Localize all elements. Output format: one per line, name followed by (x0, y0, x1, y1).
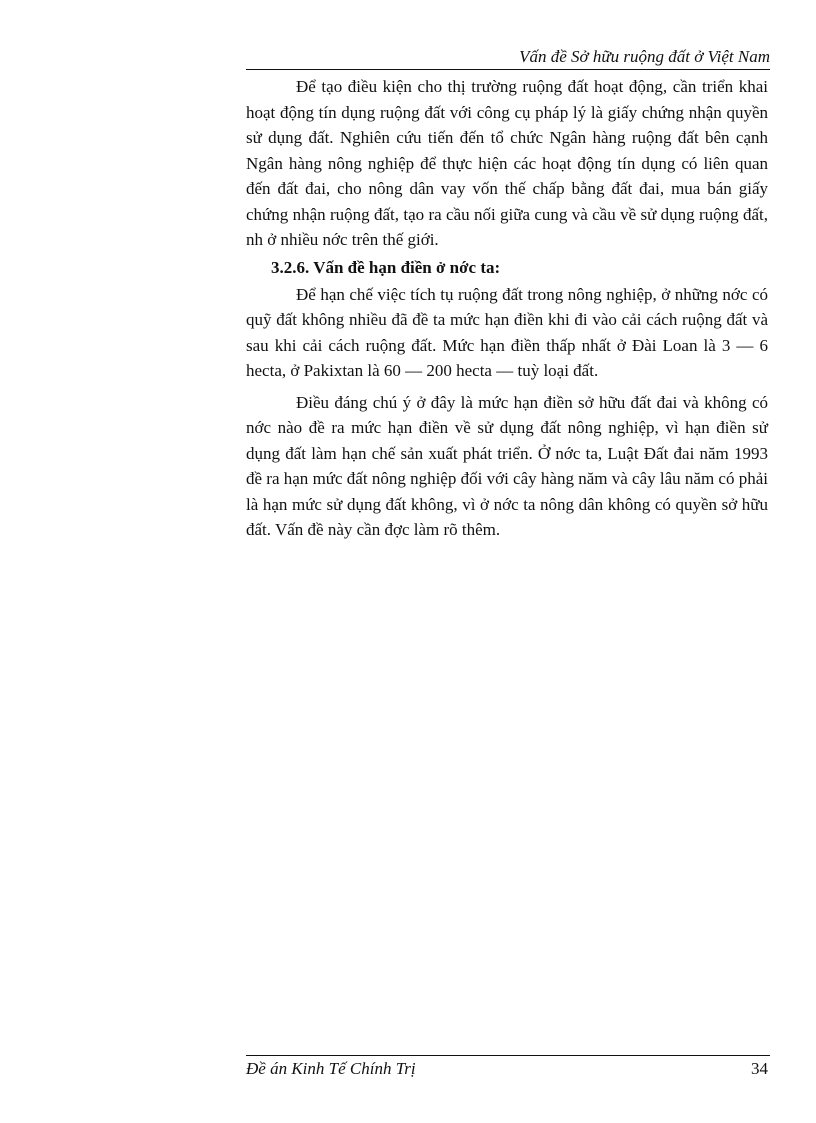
paragraph-3: Điều đáng chú ý ở đây là mức hạn điền sở hữu đất đai và không có nớc nào đề ra mức hạn điền về sử dụng đất nông nghiệp, vì hạn điền sử dụng đất làm hạn chế sản xuất phát triển. Ở nớc ta, Luật Đất đai năm 1993 đề ra hạn mức đất nông nghiệp đối với cây hàng năm và cây lâu năm có phải là hạn mức sử dụng đất không, vì ở nớc ta nông dân không có quyền sở hữu đất. Vấn đề này cần đợc làm rõ thêm. (246, 392, 768, 539)
paragraph-2: Để hạn chế việc tích tụ ruộng đất trong nông nghiệp, ở những nớc có quỹ đất không nhiều đã đề ta mức hạn điền khi đi vào cải cách ruộng đất và sau khi cải cách ruộng đất. Mức hạn điền thấp nhất ở Đài Loan là 3 — 6 hecta, ở Pakixtan là 60 — 200 hecta — tuỳ loại đất. (246, 284, 768, 380)
footer-title: Đề án Kinh Tế Chính Trị (246, 1059, 416, 1078)
document-body (246, 74, 768, 543)
section-heading: 3.2.6. Vấn đề hạn điền ở nớc ta: (271, 257, 501, 277)
page-number: 34 (751, 1059, 768, 1078)
paragraph-1: Để tạo điều kiện cho thị trường ruộng đất hoạt động, cần triển khai hoạt động tín dụng ruộng đất với công cụ pháp lý là giấy chứng nhận quyền sử dụng đất. Nghiên cứu tiến đến tổ chức Ngân hàng ruộng đất bên cạnh Ngân hàng nông nghiệp để thực hiện các hoạt động tín dụng có liên quan đến đất đai, cho nông dân vay vốn thế chấp bằng đất đai, mua bán giấy chứng nhận ruộng đất, tạo ra cầu nối giữa cung và cầu về sử dụng ruộng đất, nh ở nhiều nớc trên thế giới. (246, 77, 768, 249)
footer-divider (246, 1055, 770, 1056)
header-divider (246, 69, 770, 70)
page-header: Vấn đề Sở hữu ruộng đất ở Việt Nam (519, 47, 770, 66)
